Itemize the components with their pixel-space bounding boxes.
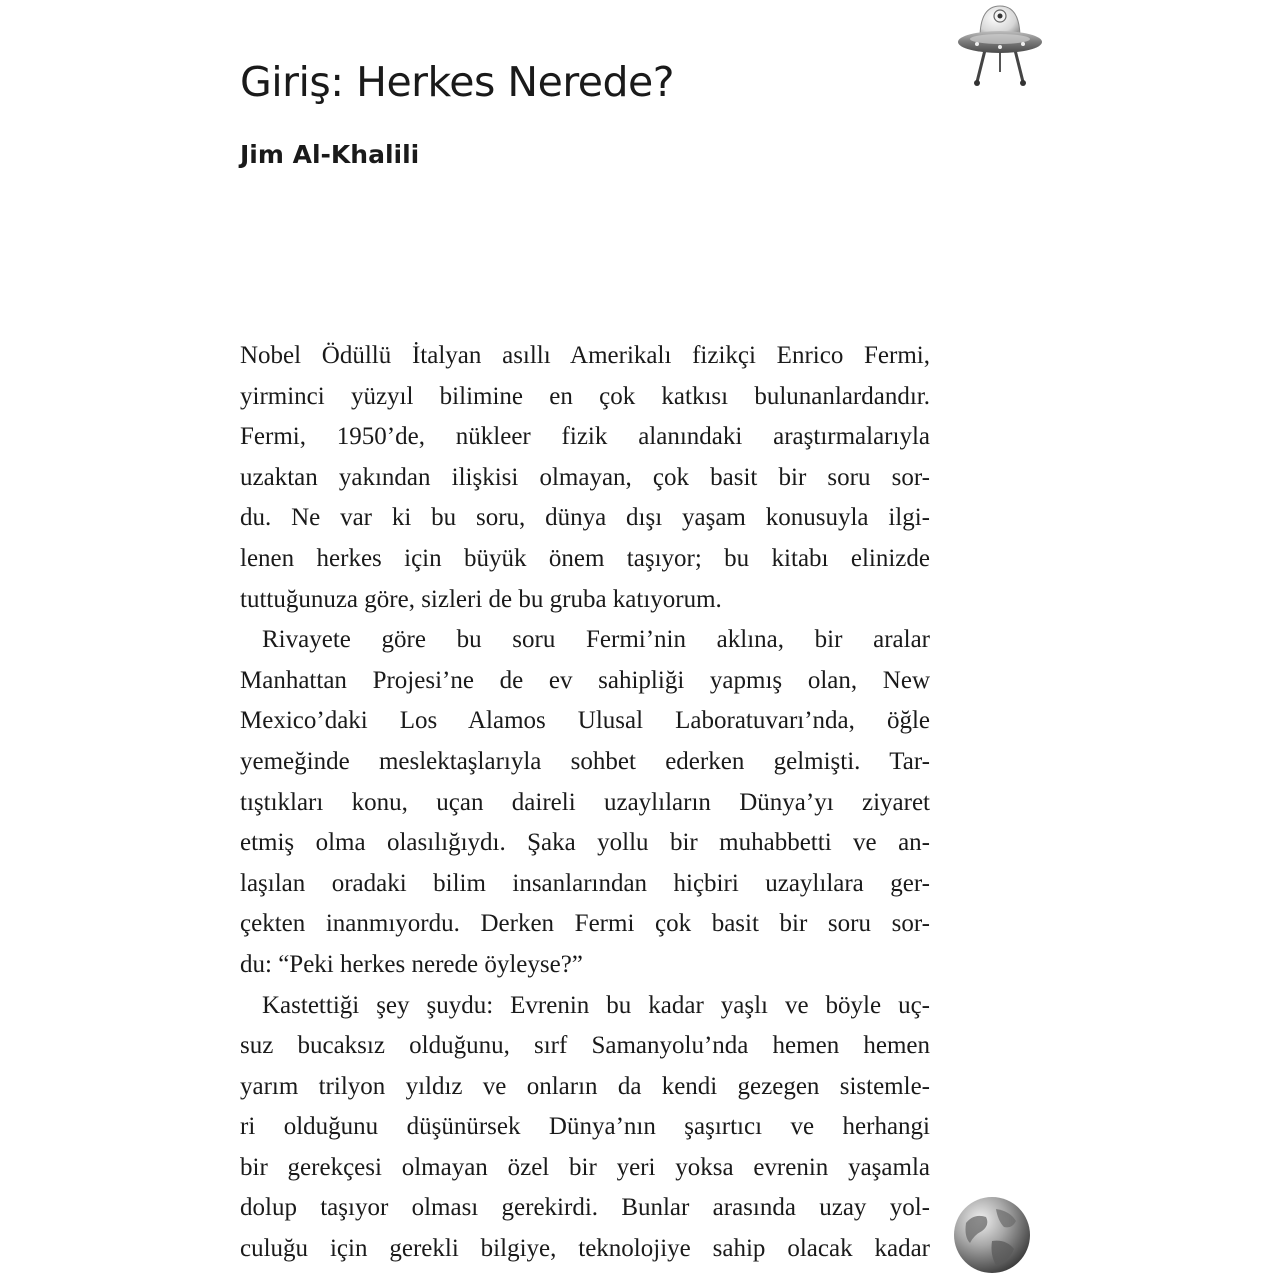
text-line: yarım trilyon yıldız ve onların da kendi gezegen sistemle- bbox=[240, 1072, 930, 1100]
text-line: dolup taşıyor olması gerekirdi. Bunlar arasında uzay yol- bbox=[240, 1194, 930, 1222]
text-line: ri olduğunu düşünürsek Dünya’nın şaşırtıcı ve herhangi bbox=[240, 1113, 930, 1141]
body-paragraph bbox=[240, 620, 930, 985]
text-line: uzaktan yakından ilişkisi olmayan, çok basit bir soru sor- bbox=[240, 463, 930, 491]
text-line: culuğu için gerekli bilgiye, teknolojiye sahip olacak kadar bbox=[240, 1235, 930, 1263]
ufo-icon bbox=[955, 0, 1045, 90]
text-line: du. Ne var ki bu soru, dünya dışı yaşam konusuyla ilgi- bbox=[240, 504, 930, 532]
text-line: etmiş olma olasılığıydı. Şaka yollu bir muhabbetti ve an- bbox=[240, 829, 930, 857]
chapter-author: Jim Al-Khalili bbox=[240, 140, 420, 169]
text-line: yemeğinde meslektaşlarıyla sohbet ederken gelmişti. Tar- bbox=[240, 747, 930, 775]
body-paragraph bbox=[240, 336, 930, 620]
text-line: du: “Peki herkes nerede öyleyse?” bbox=[240, 950, 583, 978]
globe-icon bbox=[952, 1195, 1032, 1275]
body-paragraph bbox=[240, 986, 930, 1270]
text-line: Kastettiği şey şuydu: Evrenin bu kadar yaşlı ve böyle uç- bbox=[262, 991, 930, 1019]
text-line: Rivayete göre bu soru Fermi’nin aklına, bir aralar bbox=[262, 626, 930, 654]
text-line: lenen herkes için büyük önem taşıyor; bu kitabı elinizde bbox=[240, 544, 930, 572]
text-line: Manhattan Projesi’ne de ev sahipliği yapmış olan, New bbox=[240, 666, 930, 694]
chapter-title: Giriş: Herkes Nerede? bbox=[240, 58, 675, 106]
text-line: Nobel Ödüllü İtalyan asıllı Amerikalı fizikçi Enrico Fermi, bbox=[240, 342, 930, 369]
text-line: tıştıkları konu, uçan daireli uzaylıların Dünya’yı ziyaret bbox=[240, 788, 930, 816]
text-line: suz bucaksız olduğunu, sırf Samanyolu’nda hemen hemen bbox=[240, 1032, 930, 1060]
text-line: tuttuğunuza göre, sizleri de bu gruba katıyorum. bbox=[240, 585, 722, 613]
text-line: yirminci yüzyıl bilimine en çok katkısı bulunanlardandır. bbox=[240, 382, 930, 410]
text-line: bir gerekçesi olmayan özel bir yeri yoksa evrenin yaşamla bbox=[240, 1153, 930, 1181]
text-line: Fermi, 1950’de, nükleer fizik alanındaki araştırmalarıyla bbox=[240, 423, 930, 451]
text-line: Mexico’daki Los Alamos Ulusal Laboratuvarı’nda, öğle bbox=[240, 707, 930, 735]
chapter-body bbox=[240, 336, 930, 1270]
text-line: çekten inanmıyordu. Derken Fermi çok basit bir soru sor- bbox=[240, 910, 930, 938]
text-line: laşılan oradaki bilim insanlarından hiçbiri uzaylılara ger- bbox=[240, 869, 930, 897]
